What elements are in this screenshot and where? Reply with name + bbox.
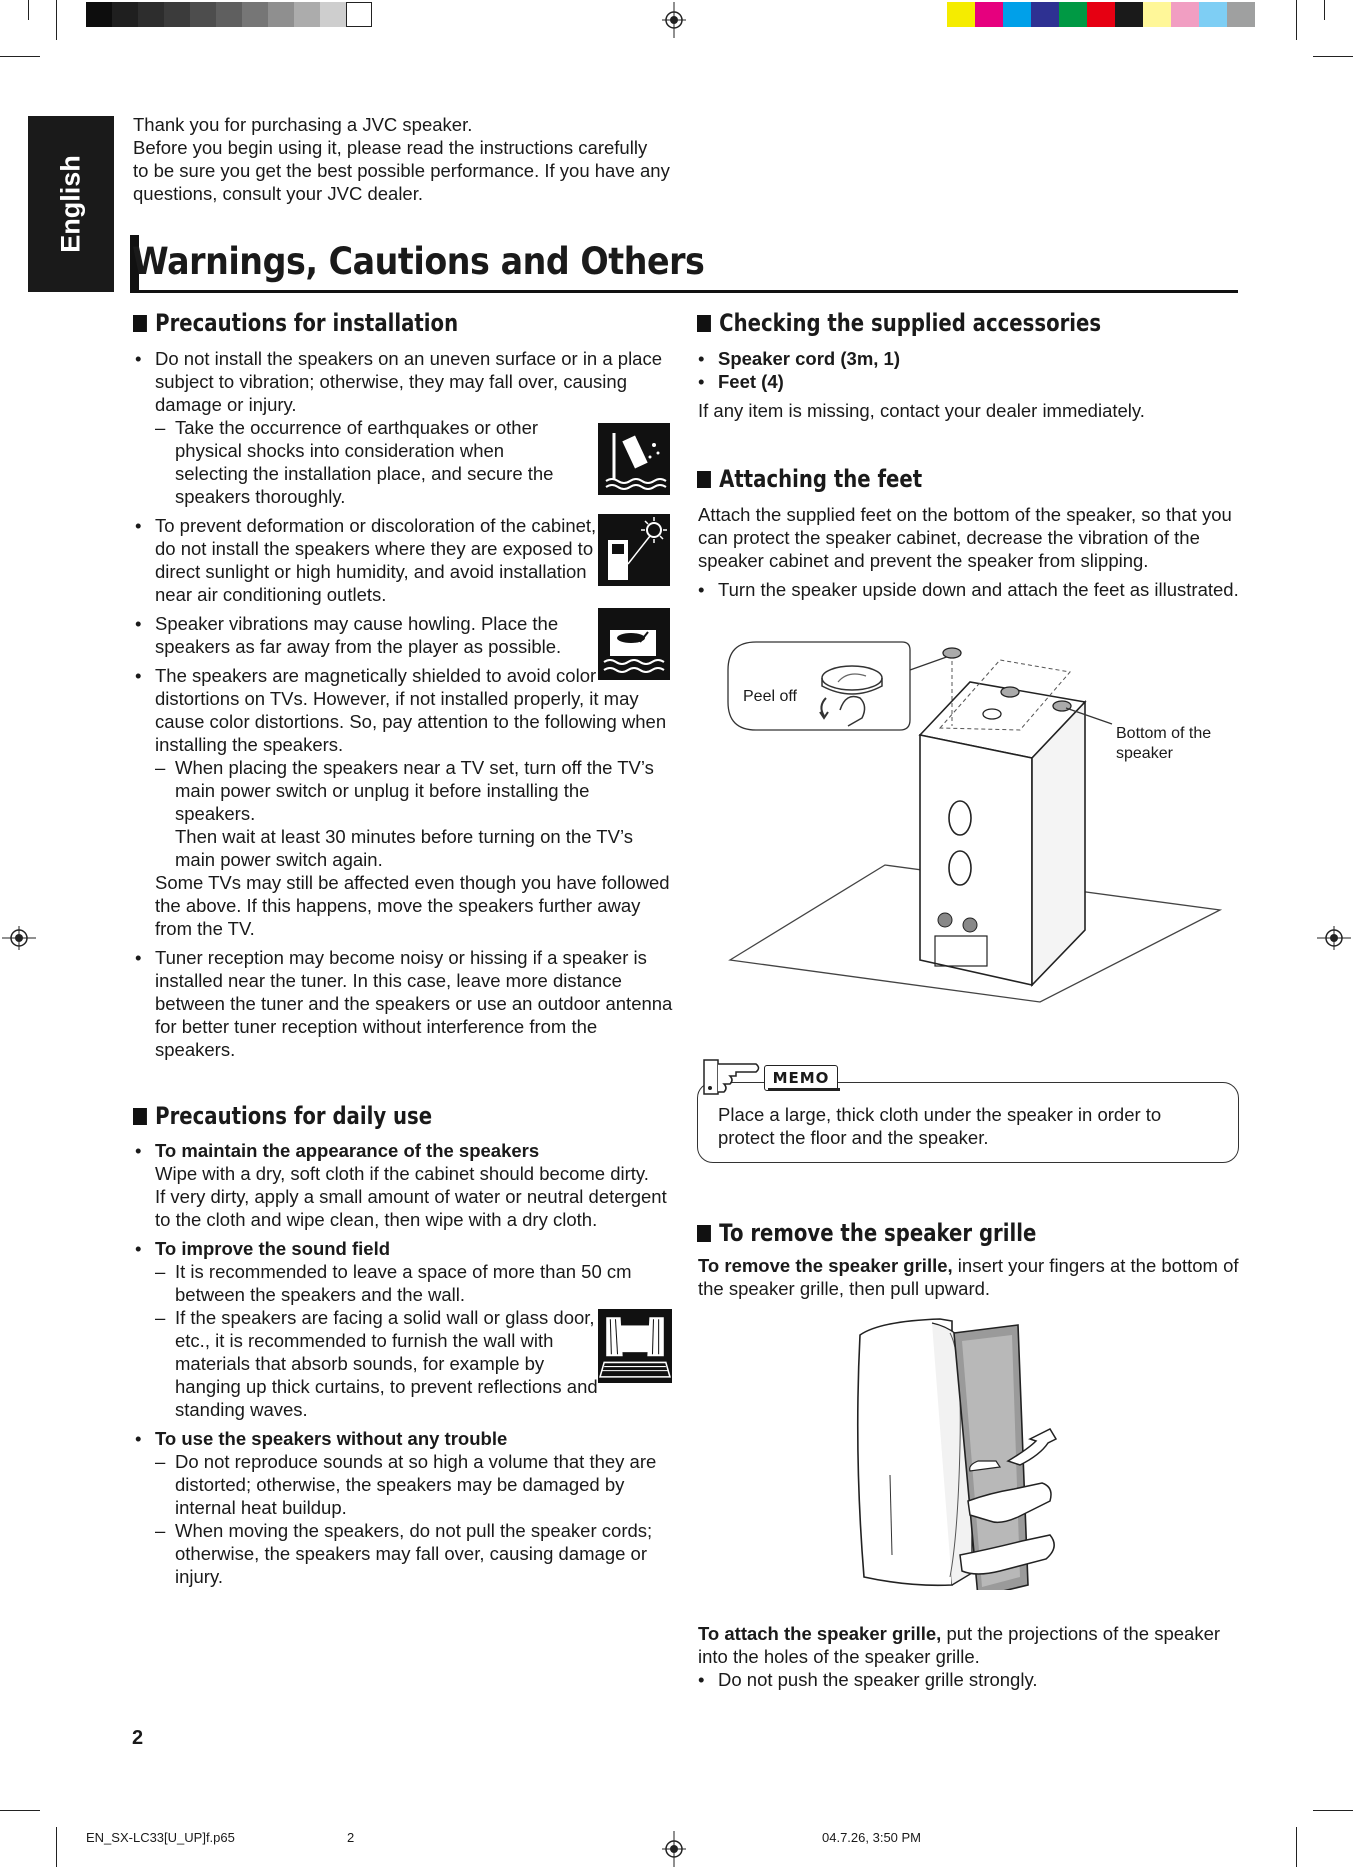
page-title: Warnings, Cautions and Others xyxy=(132,240,705,283)
section-square-icon xyxy=(697,1225,711,1242)
gray-swatch xyxy=(216,2,242,27)
list-subitem: – If the speakers are facing a solid wall or glass door, etc., it is recommended to furnish the wall with materials that absorb sounds, for example by hanging up thick curtains, to prevent reflections and standing waves. xyxy=(155,1307,598,1420)
gray-swatch xyxy=(242,2,268,27)
color-swatch xyxy=(1171,2,1199,27)
gray-swatch xyxy=(164,2,190,27)
color-swatch xyxy=(975,2,1003,27)
list-subitem: – Take the occurrence of earthquakes or other physical shocks into consideration when selecting the installation place, and secure the speakers thoroughly. xyxy=(155,417,554,507)
intro-line: Before you begin using it, please read the instructions carefully xyxy=(133,137,648,158)
footer-date: 04.7.26, 3:50 PM xyxy=(822,1830,922,1845)
earthquake-warning-icon xyxy=(598,423,670,495)
memo-label: MEMO xyxy=(764,1065,838,1091)
list-subitem: – Do not reproduce sounds at so high a volume that they are distorted; otherwise, the speakers may be damaged by internal heat buildup. xyxy=(155,1451,657,1518)
list-item: • To maintain the appearance of the speakers Wipe with a dry, soft cloth if the cabinet should become dirty. If very dirty, apply a small amount of water or neutral detergent to the cloth and wipe clean, then wipe with a dry cloth. xyxy=(135,1140,667,1230)
color-swatch xyxy=(1087,2,1115,27)
turntable-howling-icon xyxy=(598,608,670,680)
intro-line: Thank you for purchasing a JVC speaker. xyxy=(133,114,473,135)
section-heading-installation: Precautions for installation xyxy=(133,309,458,337)
color-swatch xyxy=(947,2,975,27)
section-square-icon xyxy=(697,471,711,488)
registration-mark-right xyxy=(1317,926,1351,950)
list-item: • To improve the sound field – It is recommended to leave a space of more than 50 cm between the speakers and the wall. – If the speakers are facing a solid wall or glass door, etc., it is recommended to furnish the wall with materials that absorb sounds, for example by hanging up thick curtains, to prevent reflections and standing waves. xyxy=(135,1237,673,1421)
section-heading-grille: To remove the speaker grille xyxy=(697,1219,1036,1247)
language-tab xyxy=(28,116,114,292)
list-item: • To use the speakers without any trouble – Do not reproduce sounds at so high a volume that they are distorted; otherwise, the speakers may be damaged by internal heat buildup. – When moving the speakers, do not pull the speaker cords; otherwise, the speakers may fall over, causing damage or injury. xyxy=(135,1427,673,1588)
section-heading-daily-use: Precautions for daily use xyxy=(133,1102,432,1130)
page-number: 2 xyxy=(132,1727,144,1749)
gray-swatch xyxy=(86,2,112,27)
gray-swatch xyxy=(346,2,372,27)
intro-text xyxy=(133,113,693,205)
curtain-wall-icon xyxy=(598,1309,672,1383)
color-swatch xyxy=(1003,2,1031,27)
memo-pointing-hand-icon xyxy=(700,1052,762,1098)
list-item: • Do not install the speakers on an uneven surface or in a place subject to vibration; otherwise, they may fall over, causing damage or injury. – Take the occurrence of earthquakes or other physical shocks into consideration when selecting the installation place, and secure the speakers thoroughly. xyxy=(135,348,663,507)
title-underline xyxy=(130,290,1238,293)
grille-attach-text: To attach the speaker grille, put the projections of the speaker into the holes of the speaker grille. • Do not push the speaker grille strongly. xyxy=(698,1622,1243,1691)
color-swatch xyxy=(1227,2,1255,27)
gray-swatch xyxy=(112,2,138,27)
memo-label-shadow xyxy=(768,1088,840,1091)
registration-mark-top xyxy=(662,2,686,38)
list-subitem: – When moving the speakers, do not pull the speaker cords; otherwise, the speakers may fall over, causing damage or injury. xyxy=(155,1520,653,1587)
section-square-icon xyxy=(133,315,147,332)
list-item: • Feet (4) xyxy=(698,371,784,392)
list-item: • To prevent deformation or discoloration of the cabinet, do not install the speakers where they are exposed to direct sunlight or high humidity, and avoid installation near air conditioning outlets. xyxy=(135,515,597,605)
speaker-grille-illustration xyxy=(850,1315,1080,1590)
bottom-of-speaker-label: Bottom of the speaker xyxy=(1116,725,1212,762)
list-item: • Speaker vibrations may cause howling. Place the speakers as far away from the player as possible. xyxy=(135,613,562,657)
color-swatch xyxy=(1059,2,1087,27)
list-subitem: – When placing the speakers near a TV set, turn off the TV’s main power switch or unplug it before installing the speakers. Then wait at least 30 minutes before turning on the TV’s main power switch again. xyxy=(155,757,654,870)
registration-mark-left xyxy=(2,926,36,950)
intro-line: to be sure you get the best possible performance. If you have any xyxy=(133,160,670,181)
gray-swatch xyxy=(294,2,320,27)
section-square-icon xyxy=(697,315,711,332)
section-heading-accessories: Checking the supplied accessories xyxy=(697,309,1101,337)
accessories-note: If any item is missing, contact your dealer immediately. xyxy=(698,400,1145,421)
feet-text: Attach the supplied feet on the bottom of the speaker, so that you can protect the speaker cabinet, decrease the vibration of the speaker cabinet and prevent the speaker from slipping. • Turn the speaker upside down and attach the feet as illustrated. xyxy=(698,503,1243,601)
color-swatch xyxy=(1031,2,1059,27)
list-item: • Turn the speaker upside down and attach the feet as illustrated. xyxy=(698,579,1239,600)
memo-text: Place a large, thick cloth under the speaker in order to protect the floor and the speaker. xyxy=(718,1104,1162,1148)
footer-page: 2 xyxy=(347,1830,355,1845)
color-swatch xyxy=(1143,2,1171,27)
list-item: • Tuner reception may become noisy or hissing if a speaker is installed near the tuner. In this case, leave more distance between the tuner and the speakers or use an outdoor antenna for better tuner reception without interference from the speakers. xyxy=(135,947,673,1060)
section-square-icon xyxy=(133,1108,147,1125)
section-heading-feet: Attaching the feet xyxy=(697,465,922,493)
list-item: • Speaker cord (3m, 1) xyxy=(698,348,900,369)
language-tab-label: English xyxy=(55,155,86,253)
accessories-list xyxy=(698,347,1238,422)
gray-swatch xyxy=(138,2,164,27)
gray-swatch xyxy=(190,2,216,27)
registration-mark-bottom xyxy=(662,1831,686,1867)
installation-list xyxy=(135,347,673,1061)
color-swatch xyxy=(1115,2,1143,27)
footer-file-name: EN_SX-LC33[U_UP]f.p65 xyxy=(86,1830,235,1845)
list-subitem: – It is recommended to leave a space of more than 50 cm between the speakers and the wall. xyxy=(155,1261,632,1305)
list-item: • Do not push the speaker grille strongly. xyxy=(698,1669,1038,1690)
gray-swatch xyxy=(320,2,346,27)
gray-swatch xyxy=(268,2,294,27)
list-item: • The speakers are magnetically shielded to avoid color distortions on TVs. However, if not installed properly, it may cause color distortions. So, pay attention to the following when installing the speakers. – When placing the speakers near a TV set, turn off the TV’s main power switch or unplug it before installing the speakers. Then wait at least 30 minutes before turning on the TV’s main power switch again. Some TVs may still be affected even though you have followed the above. If this happens, move the speakers further away from the TV. xyxy=(135,664,673,940)
color-swatch xyxy=(1199,2,1227,27)
peel-off-label: Peel off xyxy=(743,688,797,705)
daily-use-list xyxy=(135,1139,673,1588)
intro-line: questions, consult your JVC dealer. xyxy=(133,183,423,204)
sunlight-humidity-icon xyxy=(598,514,670,586)
grille-remove-text: To remove the speaker grille, insert your fingers at the bottom of the speaker grille, then pull upward. xyxy=(698,1255,1239,1299)
